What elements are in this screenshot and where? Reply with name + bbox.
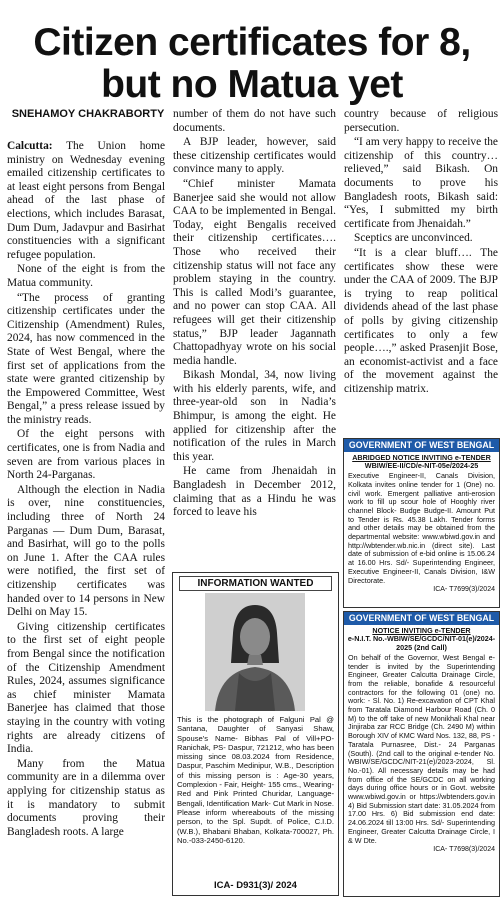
information-wanted-notice xyxy=(172,572,339,896)
person-silhouette-icon xyxy=(205,593,305,711)
tender-header: GOVERNMENT OF WEST BENGAL xyxy=(344,439,499,452)
paragraph: Although the election in Nadia is over, nine constituencies, including three of North 24 Parganas — Dum Dum, Barasat, and Basirhat, will go to the polls on June 1. After the CAA rules were notified, the first set of citizenship certificates was handed over to 14 persons in New Delhi on May 15. xyxy=(7,483,165,619)
paragraph: “Chief minister Mamata Banerjee said she would not allow CAA to be implemented in Bengal. Today, eight Bengalis received their citizenship certificates…. Those who received their citizenship status will not face any problem staying in the country. This is called Modi’s guarantee, and no power can stop CAA. All refugees will get their citizenship status,” BJP leader Jagannath Chattopadhyay wrote on his social media handle. xyxy=(173,177,336,367)
tender-code: ICA- T7698(3)/2024 xyxy=(433,846,495,854)
tender-body: Executive Engineer-II, Canals Division, Kolkata invites online tender for 1 (One) no. civil work. Emergent palliative anti-erosion work to fill up scour hole of Hooghly river channel Block- Budge Budge-II. Amount Put to Tender is Rs. 45.38 Lakh. Tender forms and other details may be obtained from the departmental website: www.wbiwd.gov.in and http://wbtender.wb.nic.in (direct site). Last date of submission of e-bid online is 15.06.24 at 16.00 Hrs. Sd/- Superintending Engineer, Executive Engineer-II, Canals Division, I&W Directorate. xyxy=(348,471,495,585)
tender-code: ICA- T7699(3)/2024 xyxy=(433,586,495,594)
paragraph: Many from the Matua community are in a dilemma over applying for citizenship status as it is mandatory to submit documents proving their Bangladesh roots. A large xyxy=(7,757,165,838)
byline: SNEHAMOY CHAKRABORTY xyxy=(11,108,165,120)
notice-text: This is the photograph of Falguni Pal @ Santana, Daughter of Sanyasi Shaw, Spouse's Name- Bibhas Pal of Vill+PO- Ranichak, PS- Daspur, 721212, who has been missing since 08.03.2024 from Residence, Daspur, Paschim Medinipur, W.B., Description of this missing person is : Age-30 years, Complexion - Fair, Height- 155 cms., Wearing- Red and Pink Printed Churidar, Language- Bengali, Identification Mark- Cut Mark in Nose. Please inform whereabouts of the missing person, to the Spl. Supdt. of Police, C.I.D. (W.B.), Bhabani Bhaban, Kolkata-700027, Ph. No.-033-2450-6120. xyxy=(177,715,334,845)
article-column-2 xyxy=(173,108,336,570)
paragraph: Bikash Mondal, 34, now living with his elderly parents, wife, and three-year-old son in Nadia’s Bhimpur, is among the eight. He applied for citizenship after the notification of the rules in March this year. xyxy=(173,369,336,463)
dateline: Calcutta: xyxy=(7,140,53,152)
tender-subtitle: ABRIDGED NOTICE INVITING e-TENDER xyxy=(352,452,491,462)
tender-reference: e-N.I.T. No.-WBIW/SE/GCDC/NIT-01(e)/2024-2025 (2nd Call) xyxy=(347,634,496,653)
notice-code: ICA- D931(3)/ 2024 xyxy=(214,880,297,891)
paragraph: None of the eight is from the Matua community. xyxy=(7,263,165,289)
article-column-1 xyxy=(7,140,165,896)
tender-notice-2 xyxy=(343,611,500,897)
paragraph: country because of religious persecution. xyxy=(344,108,498,134)
paragraph: “I am very happy to receive the citizenship of this country… relieved,” said Bikash. On documents to prove his Bangladesh roots, Bikash said: “Yes, I submitted my birth certificate from Jhenaidah.” xyxy=(344,136,498,230)
paragraph: A BJP leader, however, said these citizenship certificates would convince many to apply. xyxy=(173,136,336,176)
paragraph: Calcutta: The Union home ministry on Wednesday evening emailed citizenship certificates to at least eight persons from Bengal ahead of the last phase of elections, which includes Barasat, Dum Dum, Jadavpur and Basirhat constituencies with a significant refugee population. xyxy=(7,140,165,261)
paragraph: “The process of granting citizenship certificates under the Citizenship (Amendment) Rules, 2024, has now commenced in the State of West Bengal, where the first set of applications from the state were granted citizenship by the Empowered Committee, West Bengal,” a press release issued by the ministry reads. xyxy=(7,291,165,426)
paragraph: Sceptics are unconvinced. xyxy=(354,232,473,245)
notice-title: INFORMATION WANTED xyxy=(179,576,332,591)
paragraph: Giving citizenship certificates to the first set of eight people from Bengal since the notification of the Citizenship Amendment Rules, 2024, assumes significance as chief minister Mamata Banerjee has claimed that those staying in the country with voting rights are already citizens of India. xyxy=(7,620,165,756)
paragraph: Of the eight persons with certificates, one is from Nadia and seven are from various places in North 24-Parganas. xyxy=(7,428,165,482)
tender-reference: WBIW/EE-II/CD/e-NIT-05e/2024-25 xyxy=(364,461,479,471)
paragraph: He came from Jhenaidah in Bangladesh in December 2012, claiming that as a Hindu he was forced to leave his xyxy=(173,465,336,519)
tender-notice-1 xyxy=(343,438,500,608)
missing-person-photo xyxy=(205,593,305,711)
paragraph: number of them do not have such documents. xyxy=(173,108,336,134)
headline: Citizen certificates for 8, but no Matua yet xyxy=(33,21,471,106)
tender-header: GOVERNMENT OF WEST BENGAL xyxy=(344,612,499,625)
tender-subtitle: NOTICE INVITING e-TENDER xyxy=(372,625,471,635)
tender-body: On behalf of the Governor, West Bengal e-tender is invited by the Superintending Engineer, Greater Calcutta Drainage Circle, from the reliable, bonafide & resourceful contractors for the following 01 (one) no. work: - Sl. No. 1) Re-excavation of CPT Khal from Taratala Diamond Harbour Road (Ch. 0 M) to the off take of new Monikhali Khal near Jinjiraba zar RCC Bridge (Ch. 2490 M) within Borough XIV of KMC Ward Nos. 132, 88, PS - Taratala Purnasree, Dist.- 24 Parganas (South). (2nd call to the original e-tender No. WBIW/SE/GCDC/NIT-21(e)/2023-2024, Sl. No.-01). All necessary details may be had from office of the SE/GCDC on all working days during office hours or in Govt. website www.wbiwd.gov.in or https://wbtenders.gov.in 4) Bid Submission start date: 31.05.2024 from 17.00 Hrs. 6) Bid submission end date: 24.06.2024 till 13:00 Hrs. Sd/- Superintending Engineer, Greater Calcutta Drainage Circle, I & W Dte. xyxy=(348,652,495,845)
paragraph: “It is a clear bluff…. The certificates show these were under the CAA of 2009. The BJP is trying to reap political dividends ahead of the last phase of polls by giving citizenship certificates to only a few people….,” asked Prasenjit Bose, an economist-activist and a face of the movement against the citizenship matrix. xyxy=(344,246,498,395)
article-column-3 xyxy=(344,108,498,430)
